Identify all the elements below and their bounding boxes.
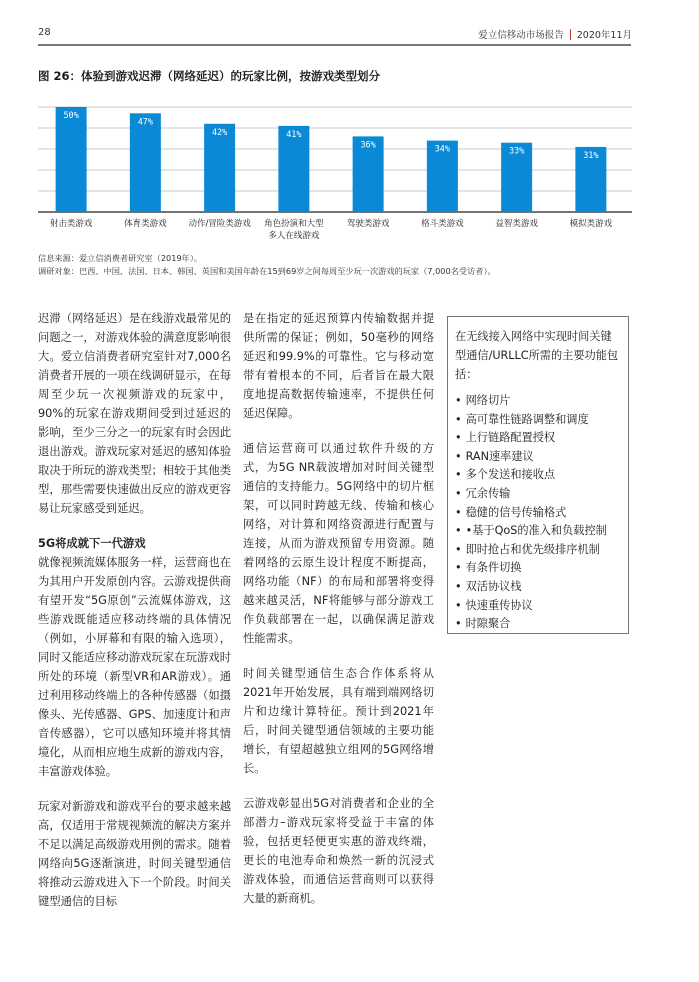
bar-value-label: 42% bbox=[211, 127, 228, 138]
bar-value-label: 41% bbox=[286, 129, 302, 140]
bar-value-label: 31% bbox=[583, 150, 599, 161]
box-intro: 在无线接入网络中实现时间关键型通信/URLLC所需的主要功能包括： bbox=[455, 330, 619, 381]
feature-item: • 双活协议栈 bbox=[455, 578, 621, 597]
x-tick-label: 格斗类游戏 bbox=[421, 219, 464, 229]
bar-value-label: 33% bbox=[508, 146, 525, 157]
feature-item: • 即时抢占和优先级排序机制 bbox=[455, 541, 621, 560]
paragraph: 时间关键型通信生态合作体系将从2021年开始发展，具有端到端网络切片和边缘计算特征。预计到2021年后，时间关键型通信领域的主要功能增长，有望超越独立组网的5G网络增长。 bbox=[243, 667, 434, 775]
figure-source bbox=[38, 252, 496, 278]
bar bbox=[56, 107, 87, 212]
running-header bbox=[478, 27, 632, 41]
x-tick-label: 体育类游戏 bbox=[124, 219, 167, 229]
source-line: 信息来源：爱立信消费者研究室（2019年）。 bbox=[38, 253, 203, 263]
feature-item: • 网络切片 bbox=[455, 392, 621, 411]
feature-item: • 多个发送和接收点 bbox=[455, 466, 621, 485]
paragraph: 是在指定的延迟预算内传输数据并提供所需的保证；例如，50毫秒的网络延迟和99.9%的可靠性。它与移动宽带有着根本的不同，后者旨在最大限度地提高数据传输速率，不提供任何延迟保障。 bbox=[243, 312, 434, 420]
feature-item: • 冗余传输 bbox=[455, 485, 621, 504]
feature-item: • RAN速率建议 bbox=[455, 448, 621, 467]
page-number: 28 bbox=[38, 27, 51, 38]
paragraph: 玩家对新游戏和游戏平台的要求越来越高，仅适用于常规视频流的解决方案并不足以满足高级游戏用例的需求。随着网络向5G逐渐演进，时间关键型通信将推动云游戏进入下一个阶段。时间关键型通信的目标 bbox=[38, 800, 231, 908]
figure-title: 图 26：体验到游戏迟滞（网络延迟）的玩家比例，按游戏类型划分 bbox=[38, 69, 381, 83]
bar-chart bbox=[38, 104, 632, 244]
feature-item: • 有条件切换 bbox=[455, 559, 621, 578]
paragraph: 云游戏彰显出5G对消费者和企业的全部潜力–游戏玩家将受益于丰富的体验，包括更轻便更实惠的游戏终端，更长的电池寿命和焕然一新的沉浸式游戏体验，而通信运营商则可以获得大量的新商机。 bbox=[243, 797, 434, 905]
bar-value-label: 34% bbox=[434, 144, 451, 155]
chart-gridlines bbox=[38, 107, 632, 212]
report-date: 2020年11月 bbox=[576, 30, 632, 41]
report-title: 爱立信移动市场报告 bbox=[478, 30, 564, 41]
text-column-1 bbox=[38, 309, 231, 927]
text-column-2 bbox=[243, 309, 434, 924]
chart-bars bbox=[56, 107, 607, 212]
feature-item: • 快速重传协议 bbox=[455, 597, 621, 616]
paragraph: 迟滞（网络延迟）是在线游戏最常见的问题之一，对游戏体验的满意度影响很大。爱立信消费者研究室针对7,000名消费者开展的一项在线调研显示，在每周至少玩一次视频游戏的玩家中，90%的玩家在游戏期间受到过延迟的影响，至少三分之一的玩家有时会因此退出游戏。游戏玩家对延迟的感知体验取决于所玩的游戏类型；相较于其他类型，那些需要快速做出反应的游戏更容易让玩家感受到延迟。 bbox=[38, 312, 231, 515]
feature-item: • •基于QoS的准入和负载控制 bbox=[455, 522, 621, 541]
header-divider bbox=[570, 29, 571, 40]
x-tick-label: 动作/冒险类游戏 bbox=[188, 219, 251, 229]
chart-x-labels bbox=[50, 218, 613, 241]
bar-value-label: 47% bbox=[137, 117, 154, 128]
x-tick-label: 驾驶类游戏 bbox=[346, 219, 390, 229]
x-tick-label: 射击类游戏 bbox=[49, 219, 93, 229]
bar bbox=[130, 113, 161, 212]
section-heading: 5G将成就下一代游戏 bbox=[38, 537, 146, 550]
urllc-features-box bbox=[447, 316, 629, 634]
survey-line: 调研对象：巴西、中国、法国、日本、韩国、英国和美国年龄在15到69岁之间每周至少玩一次游戏的玩家（7,000名受访者）。 bbox=[38, 266, 496, 276]
feature-item: • 上行链路配置授权 bbox=[455, 429, 621, 448]
feature-item: • 高可靠性链路调整和调度 bbox=[455, 411, 621, 430]
feature-item: • 稳健的信号传输格式 bbox=[455, 504, 621, 523]
x-tick-label: 多人在线游戏 bbox=[268, 231, 320, 241]
feature-item: • 时隙聚合 bbox=[455, 615, 621, 634]
paragraph: 通信运营商可以通过软件升级的方式，为5G NR载波增加对时间关键型通信的支持能力。5G网络中的切片框架，可以同时跨越无线、传输和核心网络，对计算和网络资源进行配置与连接，从而为游戏预留专用资源。随着网络的云原生设计程度不断提高，网络功能（NF）的布局和部署将变得越来越灵活，NF将能够与部分游戏工作负载部署在一起，以确保满足游戏性能需求。 bbox=[243, 442, 434, 645]
bar-value-label: 50% bbox=[63, 111, 79, 121]
x-tick-label: 角色扮演和大型 bbox=[264, 219, 324, 229]
header-rule bbox=[38, 44, 631, 46]
x-tick-label: 模拟类游戏 bbox=[569, 219, 613, 229]
x-tick-label: 益智类游戏 bbox=[495, 219, 538, 229]
bar-value-label: 36% bbox=[360, 140, 376, 151]
paragraph: 就像视频流媒体服务一样，运营商也在为其用户开发原创内容。云游戏提供商有望开发“5G原创”云流媒体游戏，这些游戏既能适应移动终端的具体情况（例如，小屏幕和有限的输入选项），同时又能适应移动游戏玩家在玩游戏时所处的环境（新型VR和AR游戏）。通过利用移动终端上的各种传感器（如摄像头、光传感器、GPS、加速度计和声音传感器），它可以感知环境并将其情境化，从而相应地生成新的游戏内容，丰富游戏体验。 bbox=[38, 556, 231, 778]
feature-list bbox=[455, 392, 621, 634]
